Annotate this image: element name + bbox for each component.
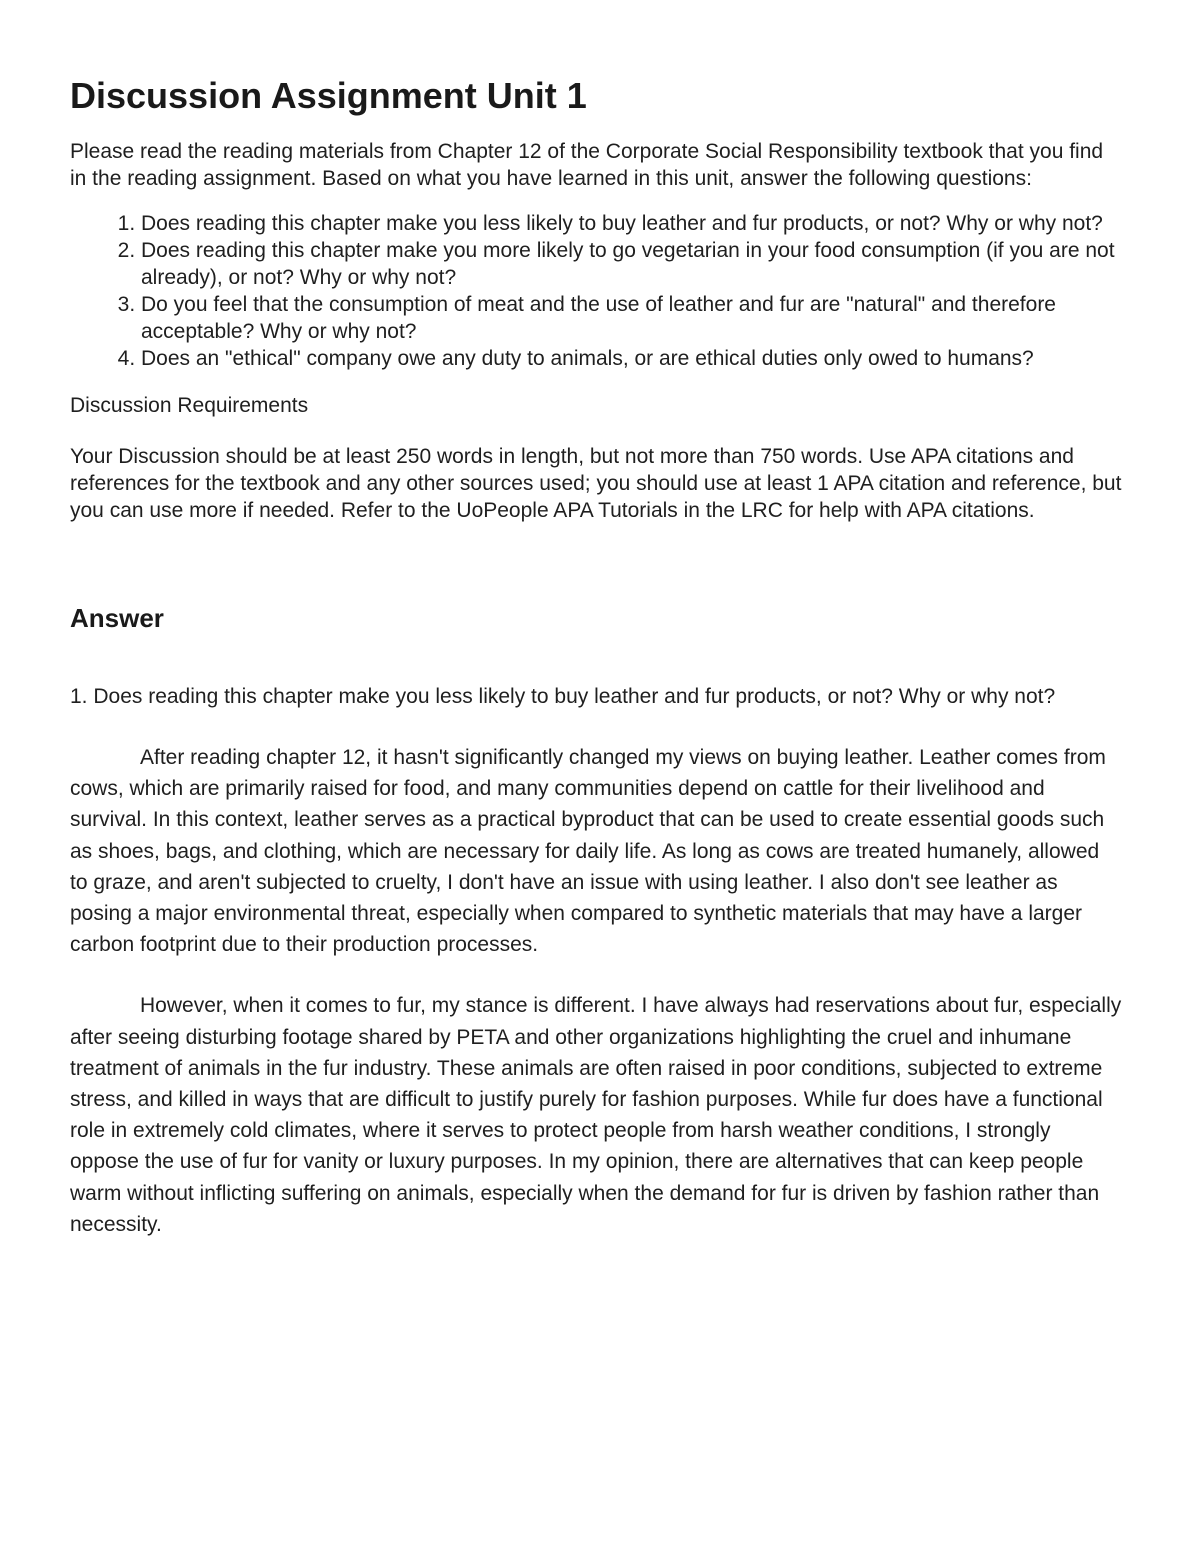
- list-item: 2. Does reading this chapter make you more likely to go vegetarian in your food consumption (if you are not already), or not? Why or why not?: [141, 237, 1122, 291]
- answer-question: 1. Does reading this chapter make you less likely to buy leather and fur products, or not? Why or why not?: [70, 685, 1056, 708]
- answer-heading: Answer: [70, 603, 164, 633]
- list-item: 3. Do you feel that the consumption of meat and the use of leather and fur are "natural" and therefore acceptable? Why or why not?: [141, 291, 1122, 345]
- answer-paragraph-1: After reading chapter 12, it hasn't significantly changed my views on buying leather. Leather comes from cows, which are primarily raised for food, and many communities depend on cattle for their livelihood and survival. In this context, leather serves as a practical byproduct that can be used to create essential goods such as shoes, bags, and clothing, which are necessary for daily life. As long as cows are treated humanely, allowed to graze, and aren't subjected to cruelty, I don't have an issue with using leather. I also don't see leather as posing a major environmental threat, especially when compared to synthetic materials that may have a larger carbon footprint due to their production processes.: [70, 746, 1106, 957]
- requirements-text: Your Discussion should be at least 250 words in length, but not more than 750 words. Use APA citations and references for the textbook and any other sources used; you should use at least 1 APA citation and reference, but you can use more if needed. Refer to the UoPeople APA Tutorials in the LRC for help with APA citations.: [70, 445, 1122, 522]
- list-item: 4. Does an "ethical" company owe any duty to animals, or are ethical duties only owed to humans?: [141, 345, 1122, 372]
- questions-list: [70, 210, 1122, 372]
- intro-paragraph: Please read the reading materials from Chapter 12 of the Corporate Social Responsibility textbook that you find in the reading assignment. Based on what you have learned in this unit, answer the following questions:: [70, 140, 1104, 190]
- page-title: Discussion Assignment Unit 1: [70, 75, 587, 116]
- list-item: 1. Does reading this chapter make you less likely to buy leather and fur products, or not? Why or why not?: [141, 210, 1122, 237]
- requirements-label: Discussion Requirements: [70, 394, 309, 417]
- answer-paragraph-2: However, when it comes to fur, my stance is different. I have always had reservations about fur, especially after seeing disturbing footage shared by PETA and other organizations highlighting the cruel and inhumane treatment of animals in the fur industry. These animals are often raised in poor conditions, subjected to extreme stress, and killed in ways that are difficult to justify purely for fashion purposes. While fur does have a functional role in extremely cold climates, where it serves to protect people from harsh weather conditions, I strongly oppose the use of fur for vanity or luxury purposes. In my opinion, there are alternatives that can keep people warm without inflicting suffering on animals, especially when the demand for fur is driven by fashion rather than necessity.: [70, 994, 1122, 1236]
